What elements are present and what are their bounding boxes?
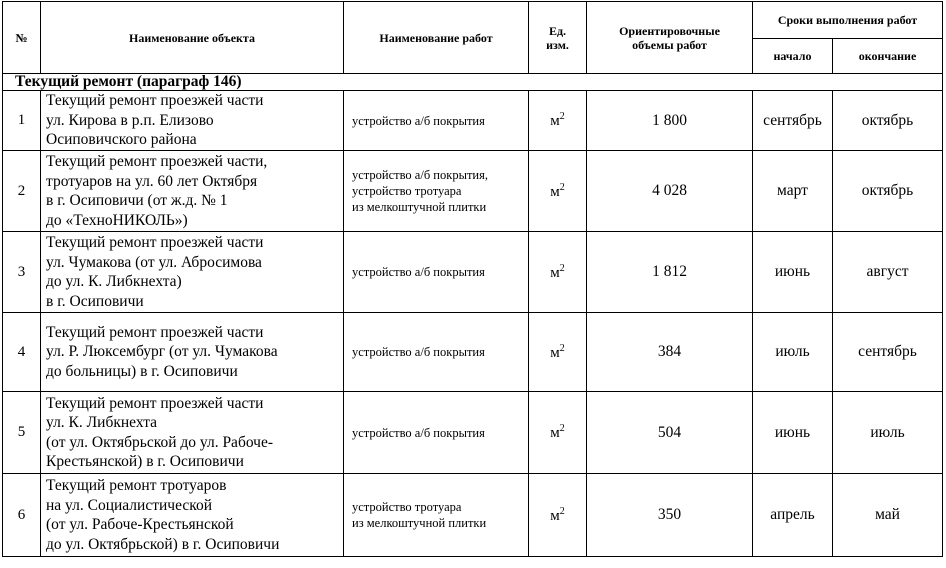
unit-exponent: 2 bbox=[559, 262, 565, 274]
table-row bbox=[3, 232, 943, 313]
row-volume: 1 812 bbox=[587, 232, 753, 313]
header-works: Наименование работ bbox=[344, 2, 529, 74]
table-row bbox=[3, 91, 943, 151]
row-object: Текущий ремонт проезжей части ул. Р. Люксембург (от ул. Чумакова до больницы) в г. Осиповичи bbox=[41, 313, 344, 392]
header-unit: Ед. изм. bbox=[529, 2, 587, 74]
row-start: июнь bbox=[753, 232, 833, 313]
unit-base: м bbox=[550, 183, 560, 200]
header-num: № bbox=[3, 2, 41, 74]
table-row bbox=[3, 392, 943, 474]
row-works: устройство а/б покрытия bbox=[344, 91, 529, 151]
section-row bbox=[3, 74, 943, 91]
row-object: Текущий ремонт проезжей части ул. К. Либкнехта (от ул. Октябрьской до ул. Рабоче- Крестьянской) в г. Осиповичи bbox=[41, 392, 344, 474]
row-end: сентябрь bbox=[833, 313, 943, 392]
row-object: Текущий ремонт проезжей части ул. Чумакова (от ул. Абросимова до ул. К. Либкнехта) в г. Осиповичи bbox=[41, 232, 344, 313]
row-num: 3 bbox=[3, 232, 41, 313]
row-num: 5 bbox=[3, 392, 41, 474]
row-num: 2 bbox=[3, 151, 41, 232]
row-end: май bbox=[833, 474, 943, 557]
row-unit bbox=[529, 91, 587, 151]
table-row bbox=[3, 151, 943, 232]
row-works: устройство тротуара из мелкоштучной плитки bbox=[344, 474, 529, 557]
row-num: 6 bbox=[3, 474, 41, 557]
row-start: сентябрь bbox=[753, 91, 833, 151]
header-row-top bbox=[3, 2, 943, 39]
row-volume: 350 bbox=[587, 474, 753, 557]
row-volume: 4 028 bbox=[587, 151, 753, 232]
unit-base: м bbox=[550, 507, 560, 524]
header-object: Наименование объекта bbox=[41, 2, 344, 74]
row-object: Текущий ремонт проезжей части, тротуаров на ул. 60 лет Октября в г. Осиповичи (от ж.д. № 1 до «ТехноНИКОЛЬ») bbox=[41, 151, 344, 232]
unit-exponent: 2 bbox=[559, 423, 565, 434]
row-start: март bbox=[753, 151, 833, 232]
row-num: 1 bbox=[3, 91, 41, 151]
row-num: 4 bbox=[3, 313, 41, 392]
unit-exponent: 2 bbox=[559, 181, 565, 193]
unit-base: м bbox=[550, 425, 560, 441]
works-table bbox=[2, 1, 943, 557]
row-object: Текущий ремонт проезжей части ул. Кирова в р.п. Елизово Осиповичского района bbox=[41, 91, 344, 151]
row-end: июль bbox=[833, 392, 943, 474]
row-works: устройство а/б покрытия bbox=[344, 313, 529, 392]
unit-base: м bbox=[550, 113, 560, 129]
header-volume: Ориентировочные объемы работ bbox=[587, 2, 753, 74]
row-object: Текущий ремонт тротуаров на ул. Социалистической (от ул. Рабоче-Крестьянской до ул. Октябрьской) в г. Осиповичи bbox=[41, 474, 344, 557]
table-row bbox=[3, 474, 943, 557]
unit-base: м bbox=[550, 264, 560, 281]
row-start: апрель bbox=[753, 474, 833, 557]
row-works: устройство а/б покрытия bbox=[344, 232, 529, 313]
row-start: июнь bbox=[753, 392, 833, 474]
row-unit bbox=[529, 474, 587, 557]
row-works: устройство а/б покрытия, устройство тротуара из мелкоштучной плитки bbox=[344, 151, 529, 232]
row-unit bbox=[529, 313, 587, 392]
header-start: начало bbox=[753, 39, 833, 74]
row-works: устройство а/б покрытия bbox=[344, 392, 529, 474]
section-title: Текущий ремонт (параграф 146) bbox=[3, 74, 943, 91]
row-unit bbox=[529, 392, 587, 474]
row-end: октябрь bbox=[833, 91, 943, 151]
row-volume: 384 bbox=[587, 313, 753, 392]
header-end: окончание bbox=[833, 39, 943, 74]
row-start: июль bbox=[753, 313, 833, 392]
table-row bbox=[3, 313, 943, 392]
unit-exponent: 2 bbox=[559, 111, 565, 122]
unit-exponent: 2 bbox=[559, 505, 565, 517]
unit-exponent: 2 bbox=[559, 342, 565, 354]
unit-base: м bbox=[550, 344, 560, 361]
row-end: август bbox=[833, 232, 943, 313]
header-terms: Сроки выполнения работ bbox=[753, 2, 943, 39]
row-unit bbox=[529, 232, 587, 313]
row-end: октябрь bbox=[833, 151, 943, 232]
row-volume: 504 bbox=[587, 392, 753, 474]
row-volume: 1 800 bbox=[587, 91, 753, 151]
row-unit bbox=[529, 151, 587, 232]
